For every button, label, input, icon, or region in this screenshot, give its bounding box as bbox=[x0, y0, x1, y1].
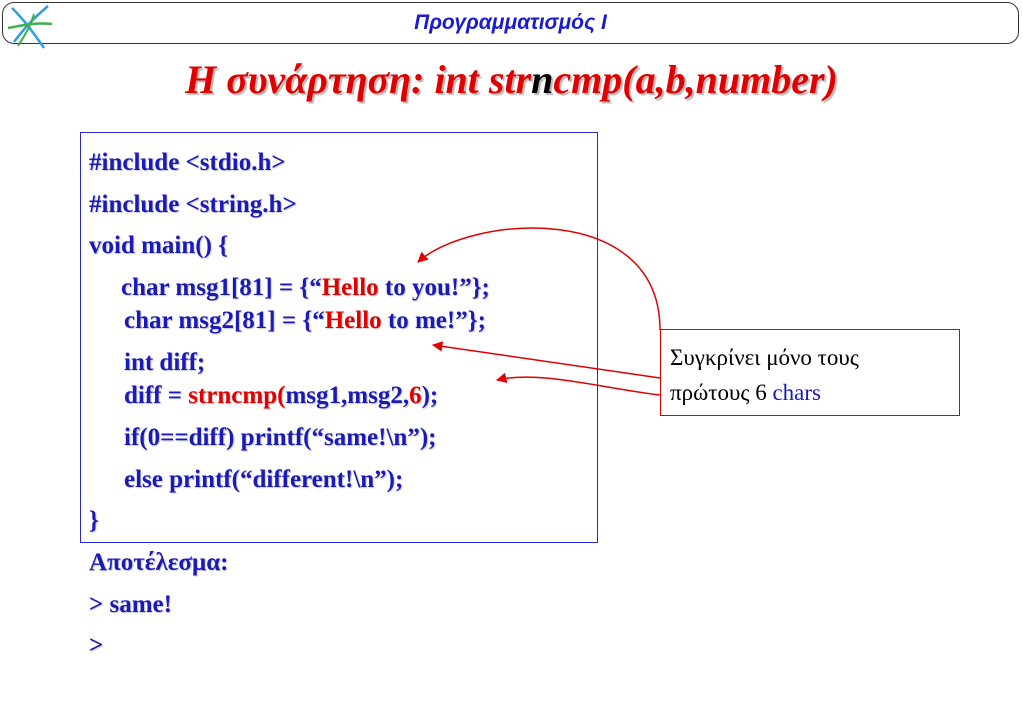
code-highlight: 6 bbox=[409, 382, 422, 409]
title-highlight: n bbox=[531, 57, 554, 102]
code-line: #include <stdio.h> bbox=[89, 149, 286, 176]
note-line: Συγκρίνει μόνο τους bbox=[670, 345, 859, 370]
code-highlight: strncmp( bbox=[188, 382, 286, 409]
arrow-to-number bbox=[497, 377, 660, 395]
code-line: if(0==diff) printf(“same!\n”); bbox=[124, 424, 437, 451]
code-line: } bbox=[89, 507, 99, 534]
note-highlight: chars bbox=[772, 380, 821, 405]
header-title: Προγραμματισμός Ι bbox=[414, 11, 607, 34]
code-text: msg1,msg2, bbox=[285, 382, 410, 409]
title-prefix: Η συνάρτηση: int str bbox=[185, 57, 532, 102]
code-line: #include <string.h> bbox=[89, 191, 297, 218]
code-text: diff = bbox=[124, 382, 189, 409]
note-text: πρώτους 6 bbox=[670, 380, 773, 405]
code-highlight: Hello bbox=[321, 274, 379, 301]
code-highlight: Hello bbox=[324, 307, 382, 334]
code-text: char msg2[81] = {“ bbox=[124, 307, 325, 334]
code-line: int diff; bbox=[124, 349, 206, 376]
note-line bbox=[670, 379, 821, 407]
code-text: char msg1[81] = {“ bbox=[121, 274, 322, 301]
note-box bbox=[660, 329, 960, 416]
code-line: void main() { bbox=[89, 232, 229, 259]
code-text: ); bbox=[421, 382, 439, 409]
code-line: else printf(“different!\n”); bbox=[124, 466, 404, 493]
arrow-to-msg1 bbox=[418, 228, 660, 330]
result-line: > bbox=[89, 632, 104, 659]
code-text: to you!”}; bbox=[378, 274, 490, 301]
result-line: > same! bbox=[89, 591, 172, 618]
result-label: Αποτέλεσμα: bbox=[89, 549, 229, 576]
code-text: to me!”}; bbox=[381, 307, 486, 334]
arrow-to-msg2 bbox=[433, 345, 660, 378]
title-suffix: cmp(a,b,number) bbox=[553, 57, 838, 102]
